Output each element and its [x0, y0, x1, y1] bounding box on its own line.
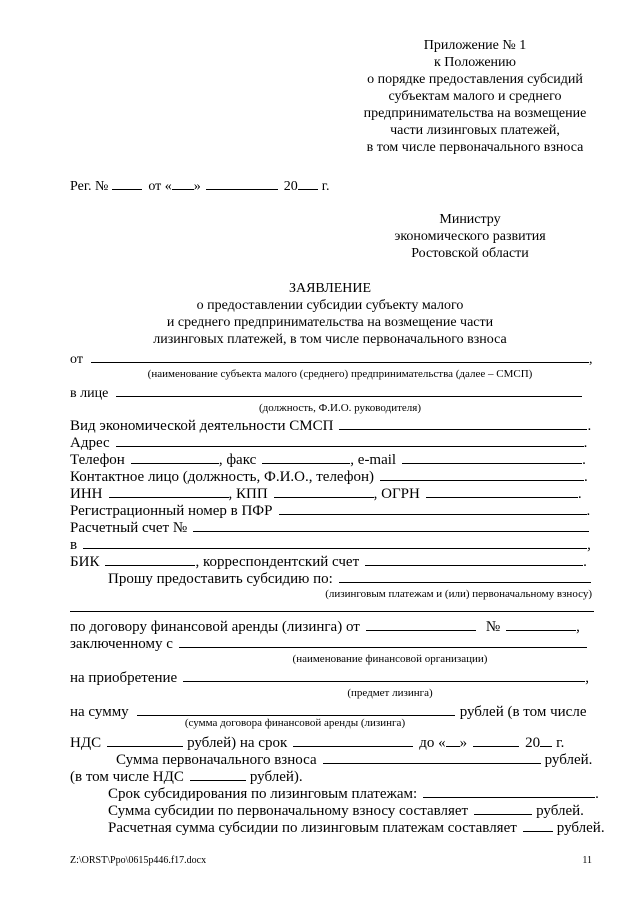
vat-rub-label: рублей) на срок	[187, 735, 288, 751]
acquire-label: на приобретение	[70, 670, 178, 686]
contract-date-field[interactable]	[366, 618, 476, 631]
appendix-line: о порядке предоставления субсидий	[367, 72, 583, 87]
reg-day-field[interactable]	[172, 177, 194, 190]
account-label: Расчетный счет №	[70, 520, 188, 536]
sum-label: на сумму	[70, 704, 129, 720]
concluded-field[interactable]	[179, 635, 587, 648]
reg-year-field[interactable]	[298, 177, 318, 190]
subsidy-term-field[interactable]	[423, 785, 595, 798]
initial-label: Сумма первоначального взноса	[116, 752, 317, 768]
pfr-row: Регистрационный номер в ПФР .	[70, 503, 591, 519]
from-label: от	[70, 352, 83, 367]
initial-vat-field[interactable]	[190, 768, 246, 781]
activity-field[interactable]	[339, 417, 587, 430]
until-day-field[interactable]	[446, 734, 460, 747]
appendix-line: к Положению	[433, 55, 516, 70]
initial-row	[116, 751, 592, 769]
from-row: от ,	[70, 352, 593, 367]
reg-number-field[interactable]	[112, 177, 142, 190]
kpp-label: , КПП	[228, 486, 268, 502]
appendix-line: Приложение № 1	[423, 38, 527, 53]
fax-label: , факс	[218, 452, 257, 468]
from-field[interactable]	[91, 350, 589, 363]
until-year-field[interactable]	[540, 734, 552, 747]
bank-field[interactable]	[83, 536, 587, 549]
inn-row: ИНН , КПП , ОГРН .	[70, 486, 582, 502]
footer-file-path: Z:\ORST\Ppo\0615p446.f17.docx	[70, 855, 207, 866]
until-label: до «	[419, 735, 446, 751]
appendix-line: предпринимательства на возмещение	[363, 106, 587, 121]
activity-row: Вид экономической деятельности СМСП .	[70, 418, 592, 434]
request-caption: (лизинговым платежам и (или) первоначальному взносу)	[325, 588, 592, 600]
until-month-field[interactable]	[473, 734, 519, 747]
bik-field[interactable]	[105, 553, 195, 566]
subsidy-lease-field[interactable]	[523, 819, 553, 832]
activity-label: Вид экономической деятельности СМСП	[70, 418, 334, 434]
subsidy-lease-rub-label: рублей.	[556, 820, 605, 836]
subsidy-lease-label: Расчетная сумма субсидии по лизинговым платежам составляет	[108, 820, 517, 836]
initial-rub-label: рублей.	[544, 752, 593, 768]
term-row: Срок субсидирования по лизинговым платежам: .	[108, 786, 599, 802]
sum-caption: (сумма договора финансовой аренды (лизинга)	[184, 717, 406, 729]
term-field[interactable]	[293, 734, 413, 747]
footer-page-number: 11	[582, 855, 592, 866]
reg-month-field[interactable]	[206, 177, 278, 190]
contract-number-field[interactable]	[506, 618, 576, 631]
request-extra-line[interactable]	[70, 611, 594, 612]
contract-number-label: №	[485, 619, 501, 635]
reg-year-prefix: 20	[283, 179, 298, 194]
until-close-quote: »	[459, 735, 468, 751]
corr-label: , корреспондентский счет	[195, 554, 360, 570]
from-caption: (наименование субъекта малого (среднего) предпринимательства (далее – СМСП)	[147, 368, 533, 380]
reg-year-suffix: г.	[321, 179, 330, 194]
address-field[interactable]	[116, 434, 584, 447]
contact-field[interactable]	[380, 468, 584, 481]
pfr-label: Регистрационный номер в ПФР	[70, 503, 273, 519]
contact-label: Контактное лицо (должность, Ф.И.О., телефон)	[70, 469, 375, 485]
subsidy-initial-label: Сумма субсидии по первоначальному взносу составляет	[108, 803, 469, 819]
reg-label: Рег. №	[70, 179, 109, 194]
inn-field[interactable]	[109, 485, 229, 498]
bik-label: БИК	[70, 554, 100, 570]
addressee-line: экономического развития	[394, 229, 546, 244]
initial-field[interactable]	[323, 751, 541, 764]
person-caption: (должность, Ф.И.О. руководителя)	[259, 402, 421, 414]
person-row	[70, 384, 582, 402]
reg-close-quote: »	[193, 179, 201, 194]
contract-row: по договору финансовой аренды (лизинга) от № ,	[70, 619, 580, 635]
phone-label: Телефон	[70, 452, 125, 468]
initial-vat-label: (в том числе НДС	[70, 769, 184, 785]
concluded-label: заключенному с	[70, 636, 173, 652]
email-label: , e-mail	[350, 452, 397, 468]
subsidy-initial-field[interactable]	[474, 802, 532, 815]
bank-row: в ,	[70, 537, 591, 553]
appendix-line: в том числе первоначального взноса	[366, 140, 584, 155]
term-label: Срок субсидирования по лизинговым платежам:	[108, 786, 418, 802]
address-row: Адрес .	[70, 435, 588, 451]
contract-label: по договору финансовой аренды (лизинга) от	[70, 619, 360, 635]
sum-field[interactable]	[137, 703, 455, 716]
addressee-line: Ростовской области	[411, 246, 529, 261]
title-line: о предоставлении субсидии субъекту малого	[196, 298, 464, 313]
phone-field[interactable]	[131, 451, 219, 464]
concluded-row	[70, 635, 587, 653]
title-line: и среднего предпринимательства на возмещение части	[166, 315, 494, 330]
initial-vat-rub-label: рублей).	[249, 769, 303, 785]
until-g-label: г.	[556, 735, 565, 751]
fax-field[interactable]	[262, 451, 350, 464]
person-field[interactable]	[116, 384, 582, 397]
ogrn-field[interactable]	[426, 485, 578, 498]
account-field[interactable]	[193, 519, 589, 532]
request-label: Прошу предоставить субсидию по:	[108, 571, 333, 587]
initial-vat-row	[70, 768, 303, 786]
subsidy-lease-row	[108, 819, 605, 837]
acquire-field[interactable]	[183, 669, 585, 682]
contact-row: Контактное лицо (должность, Ф.И.О., телефон) .	[70, 469, 588, 485]
email-field[interactable]	[402, 451, 582, 464]
sum-suffix: рублей (в том числе	[459, 704, 587, 720]
subsidy-initial-row	[108, 802, 584, 820]
bik-row: БИК , корреспондентский счет .	[70, 554, 587, 570]
appendix-line: части лизинговых платежей,	[390, 123, 560, 138]
concluded-caption: (наименование финансовой организации)	[292, 653, 488, 665]
vat-field[interactable]	[107, 734, 183, 747]
vat-row	[70, 734, 564, 752]
acquire-caption: (предмет лизинга)	[347, 687, 433, 699]
kpp-field[interactable]	[274, 485, 374, 498]
phone-row: Телефон , факс , e-mail .	[70, 452, 586, 468]
subsidy-initial-rub-label: рублей.	[536, 803, 584, 819]
title-heading: ЗАЯВЛЕНИЕ	[288, 281, 372, 296]
person-label: в лице	[70, 386, 109, 401]
address-label: Адрес	[70, 435, 110, 451]
until-year-label: 20	[525, 735, 541, 751]
inn-label: ИНН	[70, 486, 103, 502]
addressee-line: Министру	[439, 212, 501, 227]
corr-account-field[interactable]	[365, 553, 583, 566]
appendix-line: субъектам малого и среднего	[388, 89, 562, 104]
reg-from-label: от «	[148, 179, 172, 194]
request-row	[108, 570, 591, 588]
pfr-field[interactable]	[279, 502, 587, 515]
ogrn-label: , ОГРН	[373, 486, 420, 502]
vat-label: НДС	[70, 735, 102, 751]
account-row	[70, 519, 589, 537]
registration-line	[70, 177, 329, 195]
acquire-row: на приобретение ,	[70, 670, 589, 686]
request-field[interactable]	[339, 570, 591, 583]
title-line: лизинговых платежей, в том числе первоначального взноса	[153, 332, 507, 347]
bank-label: в	[70, 537, 78, 553]
